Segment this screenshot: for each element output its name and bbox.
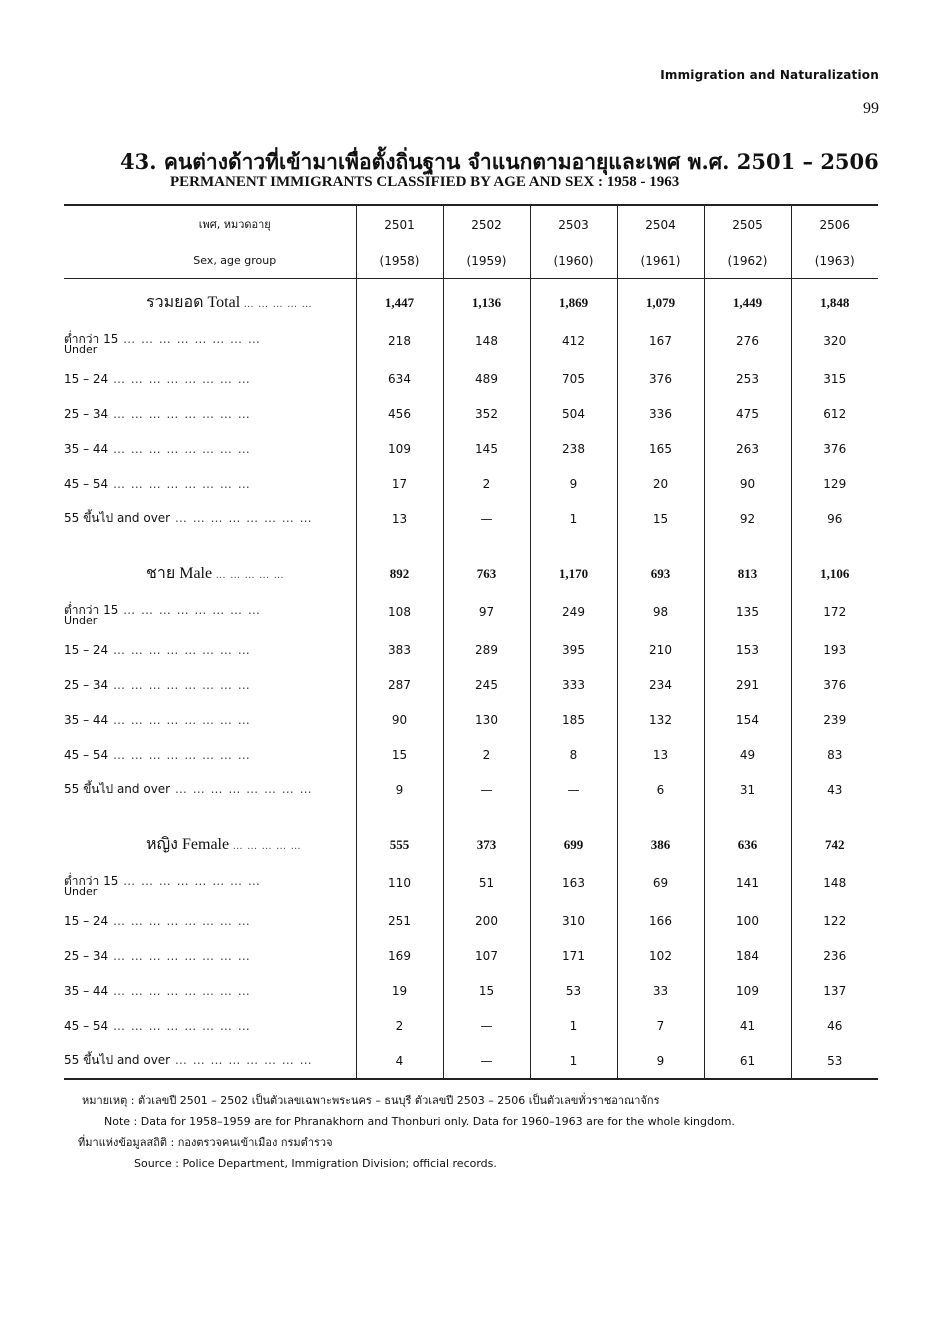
value-cell: 2 — [356, 1008, 443, 1043]
value-cell: 310 — [530, 903, 617, 938]
data-row — [64, 1043, 878, 1079]
total-cell: 813 — [704, 556, 791, 591]
value-cell: 193 — [791, 632, 878, 667]
row-label — [64, 632, 356, 667]
value-cell: 13 — [356, 501, 443, 536]
year-ad-2: (1960) — [530, 244, 617, 279]
value-cell: 2 — [443, 737, 530, 772]
value-cell: 4 — [356, 1043, 443, 1079]
spacer-cell — [530, 536, 617, 556]
total-cell: 636 — [704, 827, 791, 862]
row-label-text: 35 – 44 — [64, 712, 109, 727]
table-title-english: PERMANENT IMMIGRANTS CLASSIFIED BY AGE AND SEX : 1958 - 1963 — [170, 174, 680, 190]
group-label-text: ชาย Male — [146, 565, 213, 582]
value-cell: 218 — [356, 320, 443, 361]
row-label-text: 45 – 54 — [64, 476, 109, 491]
value-cell: 634 — [356, 361, 443, 396]
group-total-row — [64, 827, 878, 862]
total-cell: 1,869 — [530, 285, 617, 320]
leader-dots: … … … … … … … … — [108, 642, 251, 657]
value-cell: 19 — [356, 973, 443, 1008]
year-ad-5: (1963) — [791, 244, 878, 279]
leader-dots: … … … … … … … … — [108, 747, 251, 762]
value-cell: 109 — [356, 431, 443, 466]
total-cell: 1,449 — [704, 285, 791, 320]
value-cell: 6 — [617, 772, 704, 807]
total-cell: 555 — [356, 827, 443, 862]
value-cell: 239 — [791, 702, 878, 737]
table-number: 43. — [120, 149, 157, 174]
value-cell: 169 — [356, 938, 443, 973]
leader-dots: … … … … … … … … — [108, 1018, 251, 1033]
value-cell: 69 — [617, 862, 704, 903]
value-cell: 137 — [791, 973, 878, 1008]
value-cell: 141 — [704, 862, 791, 903]
value-cell: 376 — [791, 431, 878, 466]
value-cell: 166 — [617, 903, 704, 938]
value-cell: 97 — [443, 591, 530, 632]
value-cell: 109 — [704, 973, 791, 1008]
value-cell: 20 — [617, 466, 704, 501]
value-cell: 122 — [791, 903, 878, 938]
row-label — [64, 702, 356, 737]
value-cell: 129 — [791, 466, 878, 501]
data-row — [64, 973, 878, 1008]
value-cell: 291 — [704, 667, 791, 702]
total-cell: 386 — [617, 827, 704, 862]
stub-head-thai: เพศ, หมวดอายุ — [64, 205, 356, 244]
value-cell: 245 — [443, 667, 530, 702]
value-cell: 185 — [530, 702, 617, 737]
row-label — [64, 903, 356, 938]
leader-dots: … … … … … … … … — [108, 677, 251, 692]
row-label-text: 35 – 44 — [64, 983, 109, 998]
data-row — [64, 737, 878, 772]
value-cell: 130 — [443, 702, 530, 737]
value-cell: 53 — [791, 1043, 878, 1079]
spacer-cell — [704, 807, 791, 827]
value-cell: 236 — [791, 938, 878, 973]
data-row — [64, 320, 878, 361]
year-ad-3: (1961) — [617, 244, 704, 279]
total-cell: 699 — [530, 827, 617, 862]
data-row — [64, 938, 878, 973]
value-cell: 9 — [617, 1043, 704, 1079]
value-cell: 148 — [443, 320, 530, 361]
data-row — [64, 667, 878, 702]
value-cell: 336 — [617, 396, 704, 431]
row-label — [64, 1043, 356, 1079]
value-cell: 289 — [443, 632, 530, 667]
year-ad-1: (1959) — [443, 244, 530, 279]
leader-dots: … … … … … … … … — [170, 511, 313, 525]
spacer-cell — [443, 536, 530, 556]
value-cell: 15 — [356, 737, 443, 772]
spacer-cell — [356, 807, 443, 827]
value-cell: 61 — [704, 1043, 791, 1079]
value-cell: 100 — [704, 903, 791, 938]
value-cell: — — [443, 501, 530, 536]
source-thai: ที่มาแห่งข้อมูลสถิติ : กองตรวจคนเข้าเมือง กรมตำรวจ — [78, 1136, 333, 1149]
row-label — [64, 973, 356, 1008]
total-cell: 742 — [791, 827, 878, 862]
spacer-cell — [791, 807, 878, 827]
value-cell: 315 — [791, 361, 878, 396]
remark-thai: หมายเหตุ : ตัวเลขปี 2501 – 2502 เป็นตัวเลขเฉพาะพระนคร – ธนบุรี ตัวเลขปี 2503 – 2506 เป็นตัวเลขทั่วราชอาณาจักร — [82, 1094, 660, 1107]
row-label-text: ต่ำกว่า 15 — [64, 332, 119, 346]
row-label-text: ต่ำกว่า 15 — [64, 874, 119, 888]
spacer-cell — [617, 536, 704, 556]
spacer-cell — [704, 536, 791, 556]
value-cell: 15 — [443, 973, 530, 1008]
value-cell: 145 — [443, 431, 530, 466]
value-cell: 41 — [704, 1008, 791, 1043]
running-header: Immigration and Naturalization — [660, 68, 879, 82]
row-label-text: 55 ขึ้นไป and over — [64, 782, 171, 796]
value-cell: 238 — [530, 431, 617, 466]
row-label — [64, 667, 356, 702]
header-row-years — [64, 205, 878, 244]
row-label-text: 15 – 24 — [64, 371, 109, 386]
value-cell: 249 — [530, 591, 617, 632]
row-label-text: 25 – 34 — [64, 406, 109, 421]
data-row — [64, 903, 878, 938]
data-row — [64, 772, 878, 807]
group-label — [64, 285, 356, 320]
value-cell: 110 — [356, 862, 443, 903]
data-row — [64, 1008, 878, 1043]
spacer-cell — [617, 807, 704, 827]
group-label-text: รวมยอด Total — [146, 294, 241, 311]
total-cell: 1,170 — [530, 556, 617, 591]
row-label — [64, 396, 356, 431]
value-cell: 17 — [356, 466, 443, 501]
leader-dots: … … … … … … … … — [108, 913, 251, 928]
row-sublabel: Under — [64, 885, 98, 898]
value-cell: 163 — [530, 862, 617, 903]
data-row — [64, 591, 878, 632]
value-cell: 253 — [704, 361, 791, 396]
value-cell: 132 — [617, 702, 704, 737]
total-cell: 1,079 — [617, 285, 704, 320]
data-row — [64, 361, 878, 396]
row-label — [64, 772, 356, 807]
value-cell: — — [443, 772, 530, 807]
value-cell: 92 — [704, 501, 791, 536]
value-cell: 172 — [791, 591, 878, 632]
value-cell: 287 — [356, 667, 443, 702]
row-label-text: 55 ขึ้นไป and over — [64, 1053, 171, 1067]
value-cell: 167 — [617, 320, 704, 361]
row-label-text: 35 – 44 — [64, 441, 109, 456]
leader-dots: … … … … … … … … — [108, 406, 251, 421]
value-cell: 383 — [356, 632, 443, 667]
footnotes — [78, 1090, 882, 1174]
value-cell: 165 — [617, 431, 704, 466]
value-cell: 49 — [704, 737, 791, 772]
value-cell: 705 — [530, 361, 617, 396]
total-cell: 693 — [617, 556, 704, 591]
value-cell: 135 — [704, 591, 791, 632]
leader-dots: … … … … … … … … — [108, 371, 251, 386]
value-cell: 51 — [443, 862, 530, 903]
group-label — [64, 556, 356, 591]
leader-dots: … … … … … … … … — [118, 332, 261, 346]
value-cell: 376 — [791, 667, 878, 702]
value-cell: 96 — [791, 501, 878, 536]
data-row — [64, 632, 878, 667]
value-cell: 395 — [530, 632, 617, 667]
value-cell: 90 — [356, 702, 443, 737]
total-cell: 763 — [443, 556, 530, 591]
value-cell: 352 — [443, 396, 530, 431]
value-cell: — — [530, 772, 617, 807]
spacer-cell — [64, 807, 356, 827]
year-be-2: 2503 — [530, 205, 617, 244]
row-label — [64, 320, 356, 361]
data-row — [64, 431, 878, 466]
data-row — [64, 396, 878, 431]
value-cell: 412 — [530, 320, 617, 361]
value-cell: 46 — [791, 1008, 878, 1043]
value-cell: 154 — [704, 702, 791, 737]
year-be-1: 2502 — [443, 205, 530, 244]
row-label — [64, 862, 356, 903]
stub-head-english: Sex, age group — [64, 244, 356, 279]
value-cell: — — [443, 1008, 530, 1043]
value-cell: 107 — [443, 938, 530, 973]
row-label — [64, 501, 356, 536]
value-cell: 2 — [443, 466, 530, 501]
value-cell: 333 — [530, 667, 617, 702]
leader-dots: … … … … … … … … — [108, 948, 251, 963]
value-cell: 33 — [617, 973, 704, 1008]
spacer-cell — [791, 536, 878, 556]
value-cell: 83 — [791, 737, 878, 772]
header-row-ad — [64, 244, 878, 279]
value-cell: 1 — [530, 501, 617, 536]
row-label — [64, 1008, 356, 1043]
value-cell: 31 — [704, 772, 791, 807]
value-cell: 9 — [530, 466, 617, 501]
spacer-row — [64, 807, 878, 827]
total-cell: 1,106 — [791, 556, 878, 591]
group-label-text: หญิง Female — [146, 836, 230, 853]
row-sublabel: Under — [64, 614, 98, 627]
row-label-text: 45 – 54 — [64, 747, 109, 762]
leader-dots: … … … … … … … … — [118, 874, 261, 888]
value-cell: — — [443, 1043, 530, 1079]
value-cell: 15 — [617, 501, 704, 536]
row-label-text: 55 ขึ้นไป and over — [64, 511, 171, 525]
value-cell: 9 — [356, 772, 443, 807]
data-row — [64, 466, 878, 501]
leader-dots: … … … … … … … … — [108, 476, 251, 491]
value-cell: 234 — [617, 667, 704, 702]
value-cell: 456 — [356, 396, 443, 431]
row-label — [64, 431, 356, 466]
row-label-text: 15 – 24 — [64, 913, 109, 928]
total-cell: 373 — [443, 827, 530, 862]
value-cell: 612 — [791, 396, 878, 431]
row-label — [64, 737, 356, 772]
leader-dots: … … … … … … … … — [108, 441, 251, 456]
value-cell: 53 — [530, 973, 617, 1008]
value-cell: 263 — [704, 431, 791, 466]
leader-dots: … … … … … … … … — [170, 782, 313, 796]
total-cell: 1,447 — [356, 285, 443, 320]
group-total-row — [64, 556, 878, 591]
value-cell: 251 — [356, 903, 443, 938]
value-cell: 8 — [530, 737, 617, 772]
year-be-5: 2506 — [791, 205, 878, 244]
spacer-row — [64, 536, 878, 556]
title-thai-text: คนต่างด้าวที่เข้ามาเพื่อตั้งถิ่นฐาน จำแนกตามอายุและเพศ พ.ศ. 2501 – 2506 — [163, 149, 879, 174]
data-row — [64, 501, 878, 536]
leader-dots: … … … … … — [229, 841, 302, 852]
value-cell: 475 — [704, 396, 791, 431]
value-cell: 153 — [704, 632, 791, 667]
total-cell: 892 — [356, 556, 443, 591]
value-cell: 171 — [530, 938, 617, 973]
spacer-cell — [443, 807, 530, 827]
leader-dots: … … … … … — [240, 299, 313, 310]
group-label — [64, 827, 356, 862]
value-cell: 320 — [791, 320, 878, 361]
row-label — [64, 361, 356, 396]
value-cell: 102 — [617, 938, 704, 973]
value-cell: 1 — [530, 1008, 617, 1043]
row-label-text: ต่ำกว่า 15 — [64, 603, 119, 617]
spacer-cell — [530, 807, 617, 827]
value-cell: 7 — [617, 1008, 704, 1043]
spacer-cell — [356, 536, 443, 556]
value-cell: 13 — [617, 737, 704, 772]
row-label-text: 25 – 34 — [64, 948, 109, 963]
data-row — [64, 702, 878, 737]
total-cell: 1,848 — [791, 285, 878, 320]
row-label — [64, 938, 356, 973]
year-be-4: 2505 — [704, 205, 791, 244]
year-ad-4: (1962) — [704, 244, 791, 279]
immigrants-table — [64, 204, 878, 1080]
group-total-row — [64, 285, 878, 320]
row-label-text: 45 – 54 — [64, 1018, 109, 1033]
value-cell: 108 — [356, 591, 443, 632]
leader-dots: … … … … … … … … — [108, 712, 251, 727]
data-row — [64, 862, 878, 903]
value-cell: 276 — [704, 320, 791, 361]
row-label-text: 25 – 34 — [64, 677, 109, 692]
row-label — [64, 591, 356, 632]
value-cell: 184 — [704, 938, 791, 973]
leader-dots: … … … … … … … … — [108, 983, 251, 998]
note-english: Note : Data for 1958–1959 are for Phranakhorn and Thonburi only. Data for 1960–1963 are for the whole kingdom. — [104, 1115, 735, 1128]
row-sublabel: Under — [64, 343, 98, 356]
value-cell: 489 — [443, 361, 530, 396]
value-cell: 210 — [617, 632, 704, 667]
value-cell: 148 — [791, 862, 878, 903]
leader-dots: … … … … … … … … — [170, 1053, 313, 1067]
spacer-cell — [64, 536, 356, 556]
leader-dots: … … … … … — [212, 570, 285, 581]
year-ad-0: (1958) — [356, 244, 443, 279]
value-cell: 376 — [617, 361, 704, 396]
value-cell: 1 — [530, 1043, 617, 1079]
value-cell: 43 — [791, 772, 878, 807]
value-cell: 200 — [443, 903, 530, 938]
source-english: Source : Police Department, Immigration Division; official records. — [134, 1157, 497, 1170]
year-be-3: 2504 — [617, 205, 704, 244]
row-label — [64, 466, 356, 501]
value-cell: 504 — [530, 396, 617, 431]
leader-dots: … … … … … … … … — [118, 603, 261, 617]
year-be-0: 2501 — [356, 205, 443, 244]
value-cell: 90 — [704, 466, 791, 501]
page-number: 99 — [863, 100, 879, 117]
total-cell: 1,136 — [443, 285, 530, 320]
value-cell: 98 — [617, 591, 704, 632]
row-label-text: 15 – 24 — [64, 642, 109, 657]
